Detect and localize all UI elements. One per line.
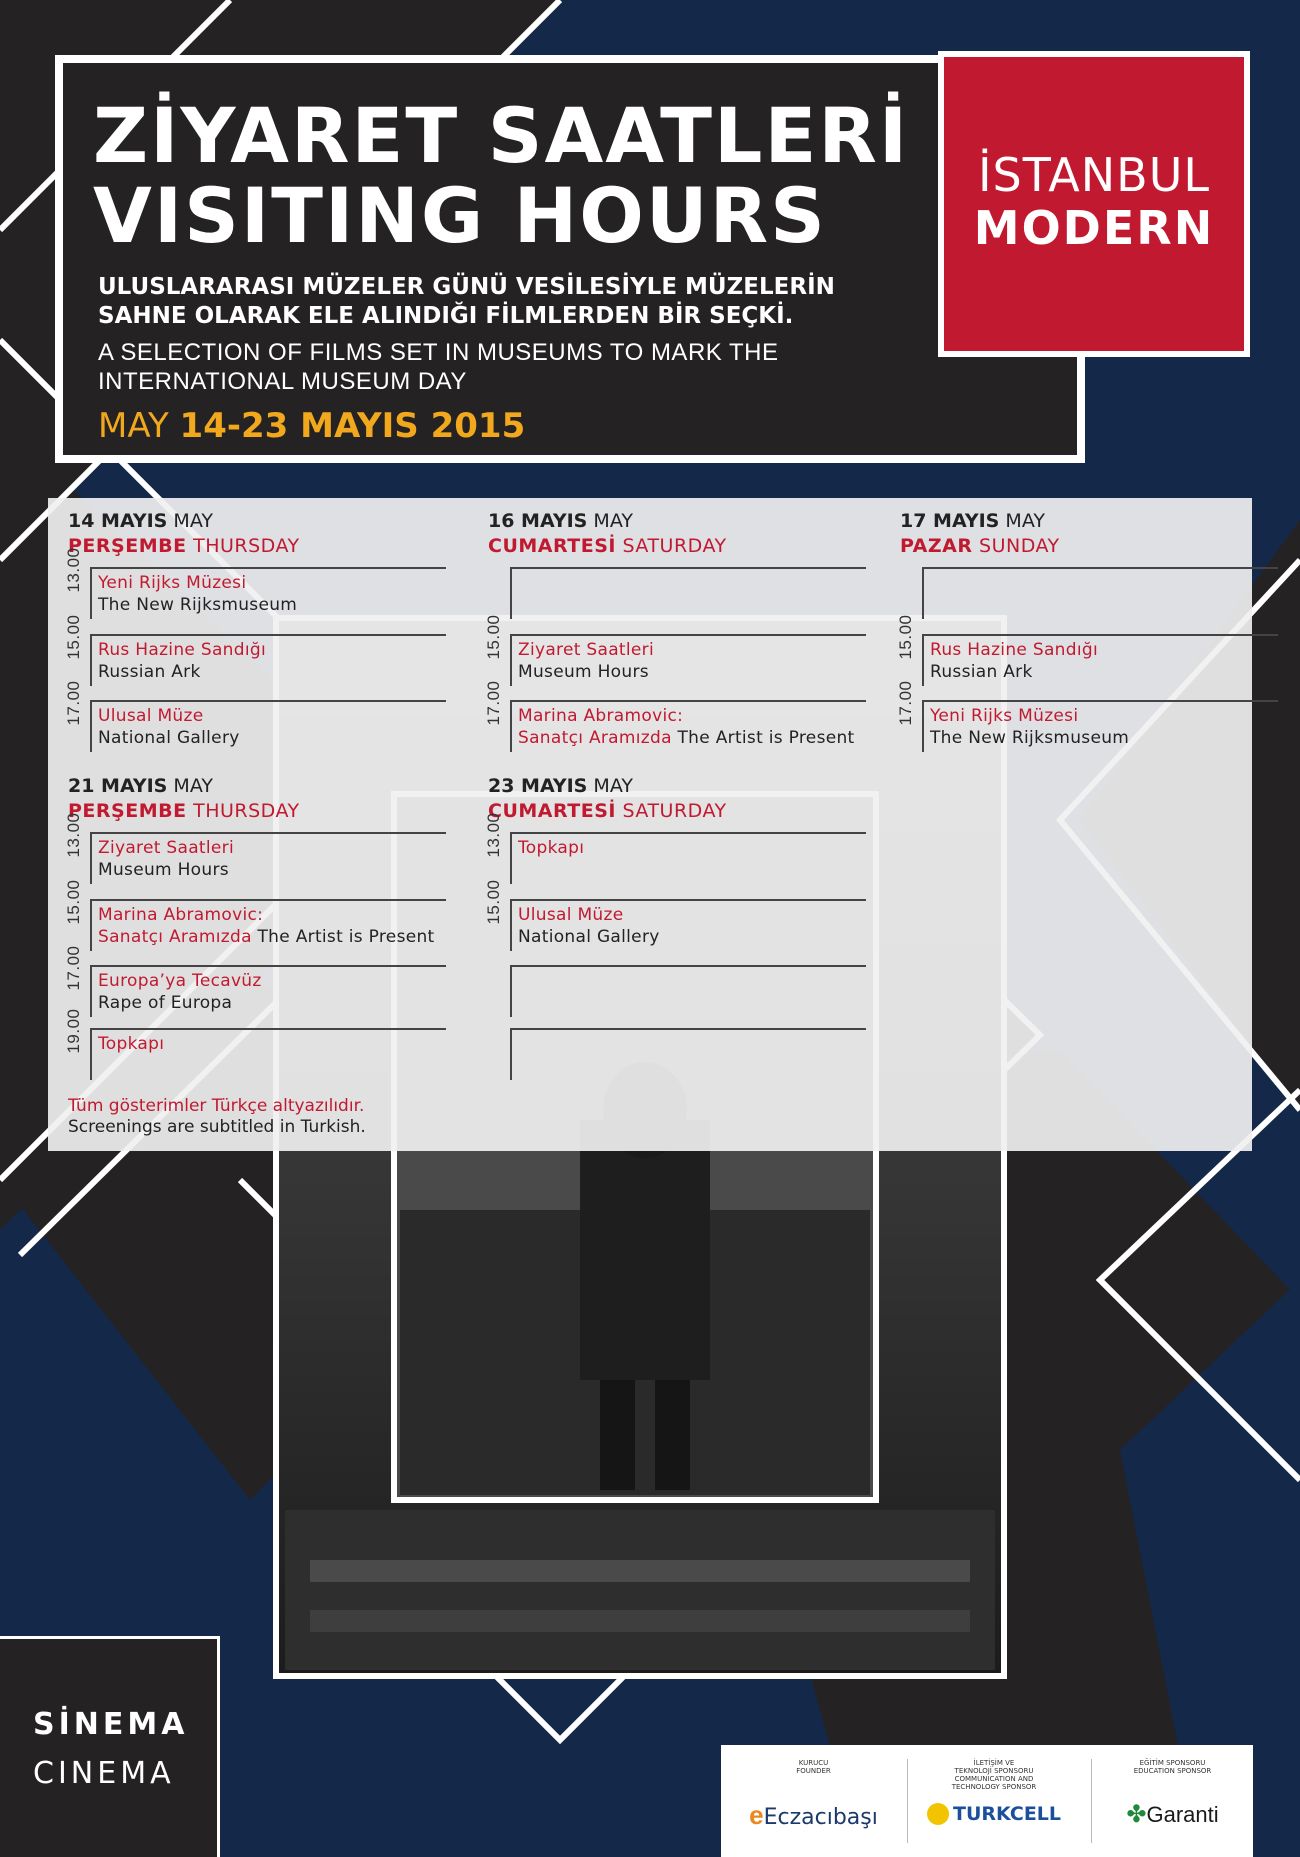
screening-time: 15.00	[484, 614, 503, 660]
screening-time: 19.00	[64, 1008, 83, 1054]
film-title-tr: Marina Abramovic:	[98, 905, 264, 925]
day-weekday: CUMARTESİ SATURDAY	[488, 535, 727, 557]
screening-slot	[64, 547, 428, 619]
title-english: VISITING HOURS	[93, 171, 827, 260]
film-title-tr: Ulusal Müze	[98, 706, 204, 726]
film-title-en: National Gallery	[518, 927, 660, 947]
cinema-label-en: CINEMA	[33, 1756, 175, 1791]
screening-time: 17.00	[896, 680, 915, 726]
day-column	[484, 775, 727, 947]
cinema-badge	[0, 1636, 220, 1857]
cinema-label-tr: SİNEMA	[33, 1707, 189, 1742]
screening-slot	[896, 614, 1260, 686]
day-weekday: PAZAR SUNDAY	[900, 535, 1060, 557]
sponsor-name: Eczacıbaşı	[763, 1805, 878, 1830]
logo-line1: İSTANBUL	[977, 148, 1211, 202]
screening-time: 17.00	[64, 680, 83, 726]
film-title-en: National Gallery	[98, 728, 240, 748]
screening-slot	[64, 680, 428, 752]
film-title-tr: Rus Hazine Sandığı	[98, 640, 266, 660]
screening-time: 17.00	[484, 680, 503, 726]
film-title-en: Museum Hours	[98, 860, 229, 880]
screening-slot	[64, 879, 435, 951]
film-title-tr: Ziyaret Saatleri	[98, 838, 234, 858]
screening-time: 13.00	[484, 812, 503, 858]
film-title-tr: Yeni Rijks Müzesi	[98, 573, 247, 593]
sponsor-caption: KURUCU FOUNDER	[796, 1759, 831, 1775]
sponsor-education	[1092, 1745, 1253, 1857]
sponsor-name: Garanti	[1146, 1802, 1219, 1827]
film-title-en: The New Rijksmuseum	[930, 728, 1130, 748]
film-title-en: Russian Ark	[930, 662, 1033, 682]
sponsors-bar	[721, 1745, 1253, 1857]
screening-slot	[484, 614, 848, 686]
screening-slot	[64, 614, 428, 686]
title-panel	[55, 55, 1085, 463]
screening-slot	[488, 965, 848, 1017]
screening-slot	[896, 680, 1260, 752]
subtitle-note-tr: Tüm gösterimler Türkçe altyazılıdır.	[68, 1096, 365, 1116]
day-column	[64, 775, 435, 1054]
dates-prefix: MAY	[98, 406, 169, 446]
istanbul-modern-logo	[938, 51, 1250, 357]
film-title-tr: Europa’ya Tecavüz	[98, 971, 262, 991]
film-title-tr: Marina Abramovic:	[518, 706, 684, 726]
screening-slot	[64, 945, 428, 1017]
day-column	[896, 510, 1130, 748]
day-weekday: PERŞEMBE THURSDAY	[68, 800, 300, 822]
screening-slot	[488, 567, 848, 619]
screening-slot	[64, 812, 428, 884]
screening-time: 15.00	[64, 614, 83, 660]
screening-time: 17.00	[64, 945, 83, 991]
dates-main: 14-23 MAYIS 2015	[179, 406, 526, 446]
day-date: 14 MAYIS MAY	[68, 510, 213, 532]
event-dates	[98, 406, 525, 446]
screening-time: 13.00	[64, 547, 83, 593]
film-title-en: Rape of Europa	[98, 993, 233, 1013]
screening-time: 15.00	[896, 614, 915, 660]
film-title-tr: Topkapı	[518, 838, 585, 858]
screening-slot	[484, 812, 848, 884]
day-date: 23 MAYIS MAY	[488, 775, 633, 797]
film-title-tr: Topkapı	[98, 1034, 165, 1054]
screening-time: 13.00	[64, 812, 83, 858]
day-column	[484, 510, 855, 748]
turkcell-logo-icon	[927, 1803, 949, 1825]
screening-slot	[900, 567, 1260, 619]
film-title-tr: Rus Hazine Sandığı	[930, 640, 1098, 660]
sponsor-founder	[721, 1745, 906, 1857]
screening-slot	[484, 680, 855, 752]
day-weekday: PERŞEMBE THURSDAY	[68, 535, 300, 557]
sponsor-caption: EĞİTİM SPONSORU EDUCATION SPONSOR	[1133, 1759, 1212, 1775]
day-column	[64, 510, 300, 748]
day-date: 17 MAYIS MAY	[900, 510, 1045, 532]
sponsor-caption: İLETİŞİM VE TEKNOLOJİ SPONSORU COMMUNICATION AND TECHNOLOGY SPONSOR	[951, 1759, 1037, 1791]
screening-slot	[64, 1008, 428, 1080]
subtitle-turkish: ULUSLARARASI MÜZELER GÜNÜ VESİLESİYLE MÜZELERİN SAHNE OLARAK ELE ALINDIĞI FİLMLERDEN BİR SEÇKİ.	[98, 274, 835, 329]
screening-slot	[484, 879, 848, 951]
film-title-en: Sanatçı Aramızda The Artist is Present	[518, 728, 855, 748]
subtitle-note-en: Screenings are subtitled in Turkish.	[68, 1117, 366, 1137]
day-date: 16 MAYIS MAY	[488, 510, 633, 532]
film-title-en: Russian Ark	[98, 662, 201, 682]
sponsor-name: TURKCELL	[952, 1803, 1062, 1825]
sponsor-communication	[908, 1745, 1080, 1857]
film-title-tr: Yeni Rijks Müzesi	[930, 706, 1079, 726]
film-title-en: Museum Hours	[518, 662, 649, 682]
film-title-tr: Ziyaret Saatleri	[518, 640, 654, 660]
title-turkish: ZİYARET SAATLERİ	[93, 91, 910, 180]
eczacibasi-e-logo-icon: e	[749, 1800, 764, 1830]
logo-line2: MODERN	[973, 201, 1215, 255]
screening-slot	[488, 1028, 848, 1080]
day-date: 21 MAYIS MAY	[68, 775, 213, 797]
garanti-clover-logo-icon: ✤	[1126, 1801, 1147, 1828]
day-weekday: CUMARTESİ SATURDAY	[488, 800, 727, 822]
film-title-en: The New Rijksmuseum	[98, 595, 298, 615]
schedule-panel	[48, 498, 1252, 1151]
film-title-tr: Ulusal Müze	[518, 905, 624, 925]
screening-time: 15.00	[64, 879, 83, 925]
film-title-en: Sanatçı Aramızda The Artist is Present	[98, 927, 435, 947]
screening-time: 15.00	[484, 879, 503, 925]
subtitle-english: A SELECTION OF FILMS SET IN MUSEUMS TO MARK THE INTERNATIONAL MUSEUM DAY	[98, 339, 779, 395]
